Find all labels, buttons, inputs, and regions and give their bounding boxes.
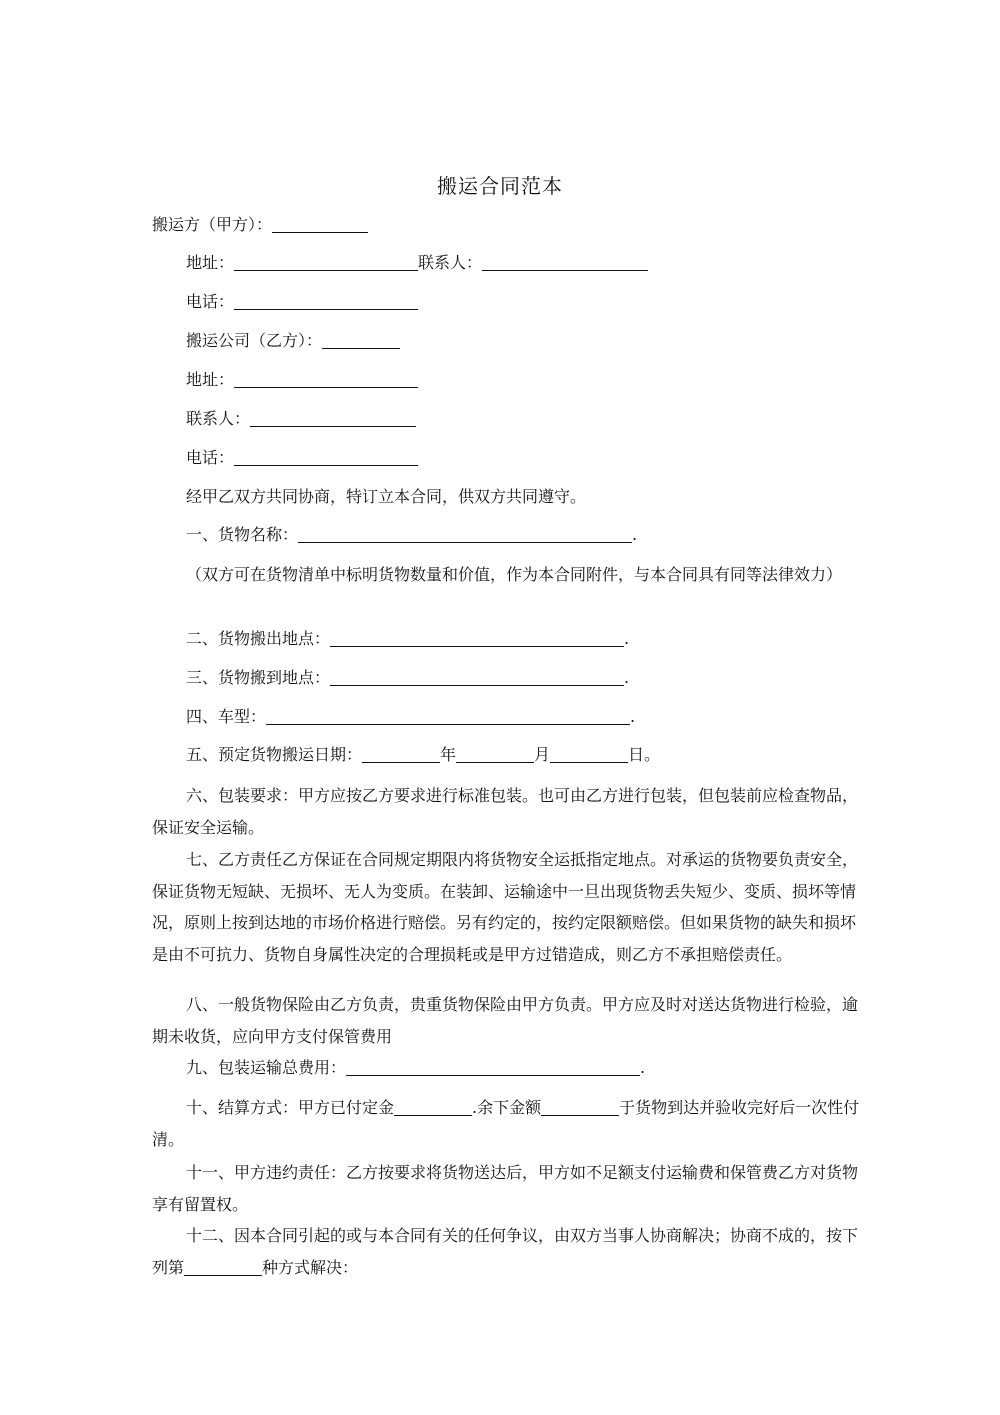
party-b-contact-line xyxy=(186,405,416,433)
dispute-method-blank[interactable] xyxy=(184,1255,262,1276)
item7-responsibility: 七、乙方责任乙方保证在合同规定期限内将货物安全运抵指定地点。对承运的货物要负责安全，保证货物无短缺、无损坏、无人为变质。在装卸、运输途中一旦出现货物丢失短少、变质、损坏等情况，原则上按到达地的市场价格进行赔偿。另有约定的，按约定限额赔偿。但如果货物的缺失和损坏是由不可抗力、货物自身属性决定的合理损耗或是甲方过错造成，则乙方不承担赔偿责任。 xyxy=(152,850,859,964)
item-vehicle-type xyxy=(186,703,635,731)
destination-blank[interactable] xyxy=(330,665,624,686)
item11-breach: 十一、甲方违约责任：乙方按要求将货物送达后，甲方如不足额支付运输费和保管费乙方对货物享有留置权。 xyxy=(152,1163,859,1214)
item12-part-a: 十二、因本合同引起的或与本合同有关的任何争议，由双方当事人协商解决；协商不成的，按下列第 xyxy=(152,1226,859,1277)
item1-end: . xyxy=(632,525,638,544)
party-b-phone-line xyxy=(186,444,418,472)
year-blank[interactable] xyxy=(362,742,440,763)
item4-end: . xyxy=(630,707,636,726)
item12-part-b: 种方式解决： xyxy=(262,1257,359,1277)
party-b-contact-blank[interactable] xyxy=(250,406,416,427)
phone-label-b: 电话： xyxy=(186,448,235,467)
party-b-blank[interactable] xyxy=(322,328,400,349)
item5-label: 五、预定货物搬运日期： xyxy=(186,745,363,764)
item8-insurance: 八、一般货物保险由乙方负责，贵重货物保险由甲方负责。甲方应及时对送达货物进行检验，逾期未收货，应向甲方支付保管费用 xyxy=(152,995,859,1046)
item10-part-c: 于货物到达并验收完好后一次性付清。 xyxy=(152,1098,860,1149)
party-a-label: 搬运方（甲方）： xyxy=(152,215,273,234)
item3-end: . xyxy=(624,668,630,687)
item-total-fee xyxy=(186,1054,645,1082)
party-a-phone-line xyxy=(186,288,418,316)
contact-label: 联系人： xyxy=(418,253,483,272)
party-b-phone-blank[interactable] xyxy=(234,445,418,466)
party-b-address-blank[interactable] xyxy=(234,367,418,388)
item9-end: . xyxy=(640,1058,646,1077)
party-b-label: 搬运公司（乙方）： xyxy=(186,331,323,350)
party-a-blank[interactable] xyxy=(272,212,368,233)
balance-blank[interactable] xyxy=(541,1095,619,1116)
item12-dispute xyxy=(152,1220,864,1283)
item10-part-a: 十、结算方式：甲方已付定金 xyxy=(186,1098,395,1117)
item2-label: 二、货物搬出地点： xyxy=(186,629,331,648)
item-pickup-location xyxy=(186,625,629,653)
party-a-contact-blank[interactable] xyxy=(482,250,648,271)
item3-label: 三、货物搬到地点： xyxy=(186,668,331,687)
party-a-phone-blank[interactable] xyxy=(234,289,418,310)
address-label-b: 地址： xyxy=(186,370,235,389)
intro-text: 经甲乙双方共同协商，特订立本合同，供双方共同遵守。 xyxy=(186,487,587,506)
party-a-line xyxy=(152,211,368,239)
item2-end: . xyxy=(624,629,630,648)
party-a-address-blank[interactable] xyxy=(234,250,418,271)
party-b-line xyxy=(186,327,400,355)
vehicle-type-blank[interactable] xyxy=(266,704,630,725)
address-label: 地址： xyxy=(186,253,235,272)
item1-note: （双方可在货物清单中标明货物数量和价值，作为本合同附件，与本合同具有同等法律效力） xyxy=(186,565,843,584)
pickup-location-blank[interactable] xyxy=(330,626,624,647)
month-label: 月 xyxy=(534,745,551,764)
goods-name-blank[interactable] xyxy=(298,522,632,543)
item-goods-name xyxy=(186,521,637,549)
item6-packaging: 六、包装要求：甲方应按乙方要求进行标准包装。也可由乙方进行包装，但包装前应检查物品，保证安全运输。 xyxy=(152,786,859,837)
party-a-address-line xyxy=(186,249,648,277)
item4-label: 四、车型： xyxy=(186,707,267,726)
item1-label: 一、货物名称： xyxy=(186,525,299,544)
item10-settlement xyxy=(152,1092,864,1155)
deposit-blank[interactable] xyxy=(394,1095,472,1116)
day-blank[interactable] xyxy=(550,742,628,763)
document-title: 搬运合同范本 xyxy=(437,174,563,198)
phone-label: 电话： xyxy=(186,292,235,311)
total-fee-blank[interactable] xyxy=(346,1055,640,1076)
item-destination xyxy=(186,664,629,692)
item-moving-date xyxy=(186,741,660,769)
day-label: 日。 xyxy=(628,745,661,764)
item10-part-b: .余下金额 xyxy=(472,1098,542,1117)
year-label: 年 xyxy=(440,745,457,764)
party-b-address-line xyxy=(186,366,418,394)
item9-label: 九、包装运输总费用： xyxy=(186,1058,347,1077)
month-blank[interactable] xyxy=(456,742,534,763)
contact-label-b: 联系人： xyxy=(186,409,251,428)
